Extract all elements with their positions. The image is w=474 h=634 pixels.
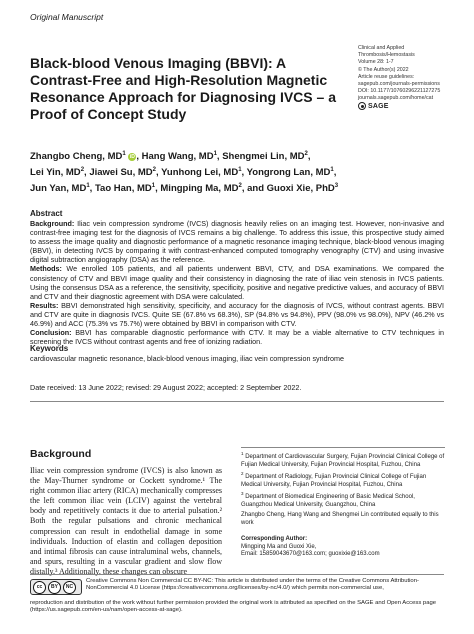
- journal-doi[interactable]: DOI: 10.1177/10760296221127275: [358, 88, 441, 95]
- author-name: Guoxi Xie, PhD: [266, 182, 335, 194]
- journal-line[interactable]: Article reuse guidelines:: [358, 73, 415, 80]
- abstract-methods-label: Methods:: [30, 264, 62, 274]
- by-icon: BY: [48, 581, 61, 594]
- background-body: Iliac vein compression syndrome (IVCS) is also known as the May-Thurner syndrome or Cockett syndrome.¹ The right common iliac artery (RICA) mechanically compresses the left common iliac vein (LCIV) against the vertebral body and repetitively contacts it due to arterial pulsation.² Both the regular pulsations and chronic mechanical compression can result in endothelial damage in some individuals. Induction of elastin and collagen deposition and intimal fibrosis can cause intraluminal webs, channels, and spurs, resulting in a vascular gradient and slow flow distally.³ Additionally, these changes can obscure: [30, 466, 222, 576]
- journal-line: Clinical and Applied: [358, 45, 405, 51]
- corresponding-name: Mingping Ma and Guoxi Xie,: [241, 543, 317, 550]
- cc-by-nc-badge[interactable]: [30, 579, 82, 595]
- author-sup: 2: [304, 151, 308, 157]
- journal-homepage-link[interactable]: journals.sagepub.com/home/cat: [358, 95, 434, 102]
- section-divider: [30, 401, 444, 402]
- affiliation-sup: 2: [241, 471, 244, 477]
- affiliation-divider: [241, 447, 445, 448]
- author-name: Yongrong Lan, MD: [246, 166, 331, 178]
- nc-icon: NC: [63, 581, 76, 594]
- article-dates: Date received: 13 June 2022; revised: 29 August 2022; accepted: 2 September 2022.: [30, 383, 302, 392]
- journal-line[interactable]: sagepub.com/journals-permissions: [358, 81, 440, 88]
- author-sup: 1: [151, 182, 156, 189]
- sage-logo: [358, 102, 389, 110]
- author-sup: 2: [152, 166, 157, 173]
- cc-icon: cc: [33, 581, 46, 594]
- author-sup: 1: [330, 166, 334, 173]
- author-name: Tao Han, MD: [94, 182, 152, 194]
- publisher-name: SAGE: [368, 102, 389, 110]
- author-sup: 2: [238, 182, 242, 189]
- journal-info: [358, 45, 470, 103]
- author-name: Jiawei Su, MD: [89, 166, 153, 178]
- affiliation-text: Department of Radiology, Fujian Provincial Clinical College of Fujian Medical University, Fujian Provincial Hospital, Fuzhou, China: [241, 474, 427, 488]
- affiliation-text: Department of Cardiovascular Surgery, Fujian Provincial Clinical College of Fujian Medical University, Fujian Provincial Hospital, Fuzhou, China: [241, 454, 445, 468]
- corresponding-heading: Corresponding Author:: [241, 536, 308, 542]
- author-sup: 3: [334, 182, 339, 189]
- author-sup: 2: [80, 166, 85, 173]
- abstract-methods: We enrolled 105 patients, and all patients underwent BBVI, CTV, and DSA examinations. We compared the consistency of CTV and BBVI image quality and their consistency in diagnosing the rate of iliac vein stenosis in IVCS patients. Using the consensus DSA as a reference, the sensitivity, specificity, positive and negative predictive values, and accuracy of BBVI and CTV and their diagnostic agreement with DSA were calculated.: [30, 264, 444, 301]
- abstract-conclusion: BBVI has comparable diagnostic performance with CTV. It may be a viable alternative to CTV techniques in screening the IVCS without contrast agents and free of ionizing radiation.: [30, 328, 444, 347]
- abstract-background: Iliac vein compression syndrome (IVCS) diagnosis heavily relies on an imaging test. However, non-invasive and contrast-free imaging test for the diagnosis of IVCS remains a big challenge. To address this issue, this prospective study aimed to assess the image quality and diagnostic performance of a magnetic resonance imaging technique, black-blood venous imaging (BBVI), in detecting IVCS by comparing it with contrast-enhanced computed tomography venography (CTV) and using invasive digital subtraction angiography (DSA) as the reference.: [30, 219, 444, 265]
- article-title: Black-blood Venous Imaging (BBVI): A Contrast-Free and High-Resolution Magnetic Resonance Approach for Diagnosing IVCS – a Proof of Concept Study: [30, 55, 336, 122]
- author-sup: 1: [238, 166, 242, 173]
- abstract-text: [30, 219, 444, 346]
- abstract-results-label: Results:: [30, 300, 59, 310]
- affiliation-sup: 3: [241, 491, 244, 497]
- license-text-continued: reproduction and distribution of the work without further permission provided the original work is attributed as specified on the SAGE and Open Access page (https://us.sagepub.com/en-us/nam/open-access-at-sage).: [30, 600, 437, 614]
- author-list: Zhangbo Cheng, $MD^1$ iD , Hang Wang, $MD^1$, Shengmei Lin, $MD^2$, Lei Yin, $MD^2$, Jiawei Su, $MD^2$, Yunhong Lei, $MD^1$, Yongrong Lan, $MD^1$, Jun Yan, $MD^1$, Tao Han, $MD^1$, Mingping Ma, $MD^2$, and Guoxi Xie, PhD$^3$: [30, 151, 339, 194]
- author-sup: 1: [86, 182, 90, 189]
- author-sup: 1: [122, 151, 126, 157]
- sage-logo-icon: [358, 102, 366, 110]
- author-name: Mingping Ma, MD: [160, 182, 239, 194]
- corresponding-email[interactable]: Email: 15859043670@163.com; guoxixie@163.com: [241, 551, 380, 558]
- license-text: Creative Commons Non Commercial CC BY-NC: This article is distributed under the terms of the Creative Commons Attribution-NonCommercial 4.0 License (https://creativecommons.org/licenses/by-nc/4.0/) which permits non-commercial use,: [86, 578, 419, 592]
- author-name: Jun Yan, MD: [30, 182, 87, 194]
- affiliation-item: [241, 490, 445, 509]
- contribution-note: Zhangbo Cheng, Hang Wang and Shengmei Lin contributed equally to this work: [241, 512, 439, 526]
- license-divider: [30, 574, 444, 575]
- author-name: Yunhong Lei, MD: [161, 166, 239, 178]
- abstract-section: [30, 209, 444, 346]
- affiliation-text: Department of Biomedical Engineering of Basic Medical School, Guangzhou Medical University, Guangzhou, China: [241, 494, 415, 508]
- abstract-results: BBVI demonstrated high sensitivity, specificity, and accuracy for the diagnosis of IVCS, without contrast agents. BBVI and CTV are quite in diagnosis IVCS. Quite SE (67.8% vs 68.3%), SP (94.8% vs 94.8%), PPV (98.0% vs 98.0%), NPV (46.2% vs 46.9%) and ACC (75.3% vs 75.7%) were obtained by BBVI in comparison with CTV.: [30, 300, 444, 329]
- affiliation-item: [241, 470, 445, 489]
- journal-line: Volume 28: 1-7: [358, 59, 394, 66]
- author-name: Zhangbo Cheng, MD: [30, 151, 123, 163]
- keywords-heading: Keywords: [30, 344, 69, 353]
- abstract-heading: Abstract: [30, 209, 63, 218]
- keywords-text: cardiovascular magnetic resonance, black-blood venous imaging, iliac vein compression syndrome: [30, 354, 345, 363]
- author-name: Shengmei Lin, MD: [222, 151, 305, 163]
- background-heading: Background: [30, 448, 92, 460]
- journal-line: Thrombosis/Hemostasis: [358, 52, 415, 59]
- affiliation-sup: 1: [241, 451, 244, 456]
- abstract-background-label: Background:: [30, 219, 75, 228]
- author-sup: 1: [213, 151, 217, 157]
- journal-line: © The Author(s) 2022: [358, 66, 409, 73]
- abstract-conclusion-label: Conclusion:: [30, 328, 72, 338]
- corresponding-author: [241, 536, 445, 559]
- affiliations: [241, 450, 445, 510]
- orcid-icon[interactable]: iD: [129, 154, 135, 161]
- author-name: Hang Wang, MD: [141, 151, 214, 163]
- article-type-label: Original Manuscript: [30, 12, 104, 22]
- affiliation-item: [241, 450, 445, 469]
- author-name: Lei Yin, MD: [30, 166, 81, 178]
